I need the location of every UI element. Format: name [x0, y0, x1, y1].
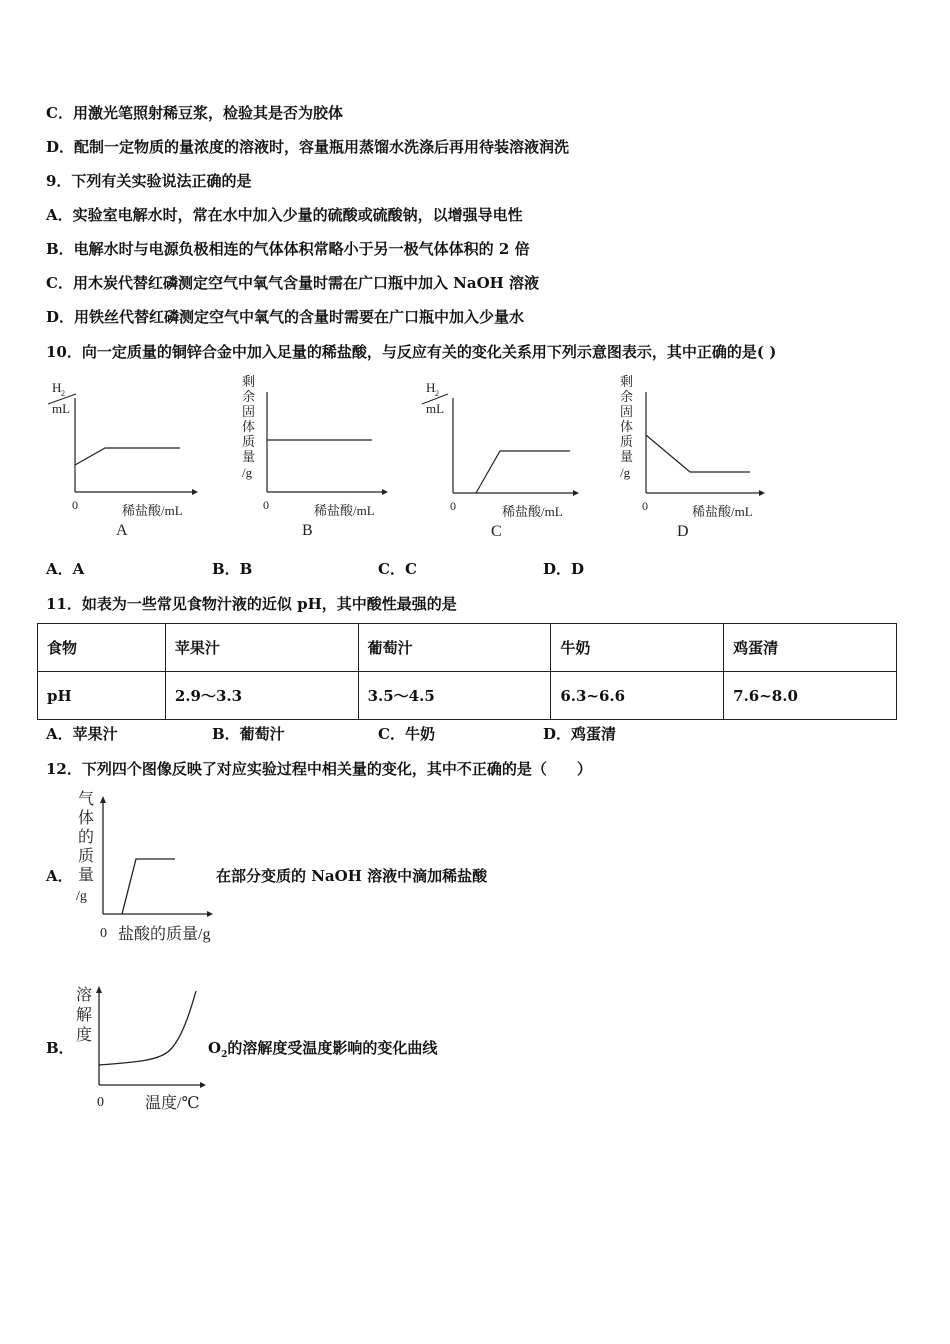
q11-option-d: D．鸡蛋清: [543, 725, 617, 743]
graph-a-y-label: H: [52, 380, 62, 395]
q10-option-c: C．C: [378, 560, 417, 578]
q12b-origin: 0: [97, 1095, 104, 1110]
q9-option-c: C．用木炭代替红磷测定空气中氧气含量时需在广口瓶中加入 NaOH 溶液: [46, 274, 540, 292]
graph-b-x-label: 稀盐酸/mL: [314, 503, 375, 518]
q12a-y-char: 质: [78, 848, 95, 865]
graph-b-y-char: 量: [242, 449, 256, 464]
graph-a-origin: 0: [72, 498, 78, 512]
graph-c-y-label: H: [426, 380, 436, 395]
graph-c-y-subscript: 2: [435, 389, 439, 398]
graph-c-curve: [476, 451, 570, 493]
graph-d-x-arrow: [759, 490, 765, 496]
q9-option-d: D．用铁丝代替红磷测定空气中氧气的含量时需要在广口瓶中加入少量水: [46, 308, 525, 326]
graph-d-y-char: 体: [620, 419, 634, 434]
q12-graph-b: [70, 982, 230, 1117]
o2-formula: O: [208, 1039, 222, 1057]
q11-option-a: A．苹果汁: [46, 725, 118, 743]
graph-c-x-label: 稀盐酸/mL: [502, 504, 563, 519]
graph-b-x-arrow: [382, 489, 388, 495]
q12b-curve: [99, 991, 196, 1065]
ph-table: [37, 623, 897, 720]
q10-graph-b: [230, 372, 400, 542]
graph-b-y-char: 余: [242, 389, 256, 404]
graph-d-origin: 0: [642, 499, 648, 513]
q12-option-a-label: A．: [46, 867, 73, 885]
q9-option-b: B．电解水时与电源负极相连的气体体积常略小于另一极气体体积的 2 倍: [46, 240, 530, 258]
graph-a-x-label: 稀盐酸/mL: [122, 503, 183, 518]
table-cell: 鸡蛋清: [724, 624, 897, 672]
q12-graph-a: [70, 788, 230, 948]
q11-option-b: B．葡萄汁: [212, 725, 285, 743]
graph-c-caption: C: [491, 523, 502, 540]
q10-graph-c: [418, 372, 588, 542]
q12a-y-char: 气: [78, 791, 95, 808]
table-row: [38, 672, 897, 720]
q12a-y-char: 的: [78, 829, 95, 846]
table-cell: 苹果汁: [165, 624, 358, 672]
q12a-y-unit: /g: [76, 889, 87, 904]
q12b-x-label: 温度/℃: [145, 1095, 200, 1112]
question-11-stem: 11．如表为一些常见食物汁液的近似 pH，其中酸性最强的是: [46, 595, 457, 613]
q11-option-c: C．牛奶: [378, 725, 435, 743]
q12a-x-arrow: [207, 911, 213, 917]
table-cell: 3.5～4.5: [358, 672, 551, 720]
q10-option-d: D．D: [543, 560, 585, 578]
table-cell: 7.6~8.0: [724, 672, 897, 720]
q12a-y-char: 量: [78, 867, 95, 884]
q12-option-a-description: 在部分变质的 NaOH 溶液中滴加稀盐酸: [216, 867, 488, 885]
graph-b-y-char: 质: [242, 434, 256, 449]
q12a-y-char: 体: [78, 810, 95, 827]
q12-option-b-description: [208, 1037, 437, 1060]
q12b-y-arrow: [96, 986, 102, 993]
table-cell: 葡萄汁: [358, 624, 551, 672]
q12a-x-label: 盐酸的质量/g: [118, 926, 211, 943]
q12b-y-char: 度: [76, 1027, 93, 1044]
q10-graph-a: [40, 372, 210, 542]
q10-graph-d: [610, 372, 780, 542]
q9-option-a: A．实验室电解水时，常在水中加入少量的硫酸或硫酸钠，以增强导电性: [46, 206, 523, 224]
graph-a-x-arrow: [192, 489, 198, 495]
q12b-x-arrow: [200, 1082, 206, 1088]
graph-a-curve: [75, 448, 180, 465]
q12a-origin: 0: [100, 926, 107, 941]
graph-d-y-char: 余: [620, 389, 634, 404]
q12a-curve: [122, 859, 175, 914]
q10-option-b: B．B: [212, 560, 253, 578]
q12-option-b-text: 的溶解度受温度影响的变化曲线: [227, 1039, 438, 1057]
graph-b-y-char: 剩: [242, 374, 256, 389]
question-10-stem: 10．向一定质量的铜锌合金中加入足量的稀盐酸，与反应有关的变化关系用下列示意图表示，其中正确的是( ): [46, 343, 777, 361]
graph-d-x-label: 稀盐酸/mL: [692, 504, 753, 519]
graph-d-y-char: 剩: [620, 374, 634, 389]
table-cell: 6.3~6.6: [551, 672, 724, 720]
graph-c-origin: 0: [450, 499, 456, 513]
q8-option-d: D．配制一定物质的量浓度的溶液时，容量瓶用蒸馏水洗涤后再用待装溶液润洗: [46, 138, 570, 156]
graph-b-y-unit: /g: [242, 465, 253, 480]
graph-c-x-arrow: [573, 490, 579, 496]
question-12-stem: 12．下列四个图像反映了对应实验过程中相关量的变化，其中不正确的是（ ）: [46, 760, 592, 778]
graph-d-y-char: 质: [620, 434, 634, 449]
graph-d-caption: D: [677, 523, 689, 540]
table-cell: 牛奶: [551, 624, 724, 672]
graph-d-y-char: 固: [620, 404, 634, 419]
graph-d-y-char: 量: [620, 449, 634, 464]
table-cell: 2.9～3.3: [165, 672, 358, 720]
table-row: [38, 624, 897, 672]
graph-a-y-unit: mL: [52, 401, 71, 416]
q12b-y-char: 解: [76, 1007, 93, 1024]
graph-b-origin: 0: [263, 498, 269, 512]
graph-d-y-unit: /g: [620, 465, 631, 480]
graph-b-y-char: 固: [242, 404, 256, 419]
graph-b-y-char: 体: [242, 419, 256, 434]
graph-a-y-subscript: 2: [61, 389, 65, 398]
graph-a-caption: A: [116, 522, 128, 539]
table-cell: 食物: [38, 624, 166, 672]
question-9-stem: 9．下列有关实验说法正确的是: [46, 172, 252, 190]
o2-subscript: 2: [221, 1050, 228, 1060]
q12-option-b-label: B．: [46, 1039, 74, 1057]
q8-option-c: C．用激光笔照射稀豆浆，检验其是否为胶体: [46, 104, 343, 122]
q10-option-a: A．A: [46, 560, 85, 578]
graph-b-caption: B: [302, 522, 313, 539]
table-cell: pH: [38, 672, 166, 720]
q12a-y-arrow: [100, 796, 106, 803]
graph-c-y-unit: mL: [426, 401, 445, 416]
q12b-y-char: 溶: [76, 987, 93, 1004]
graph-d-curve: [646, 435, 750, 472]
